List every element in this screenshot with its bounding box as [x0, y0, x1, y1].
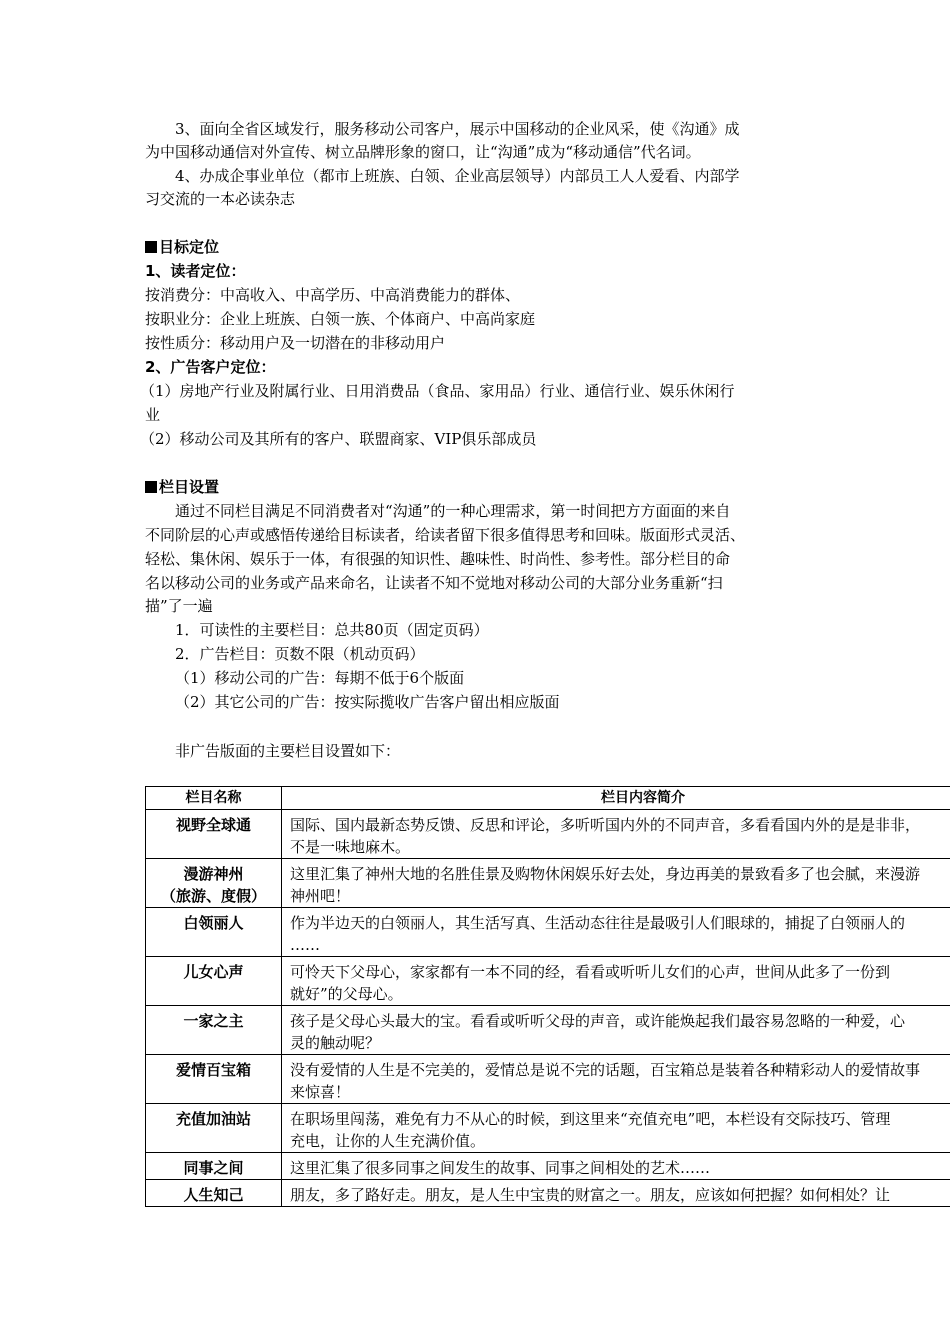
column-desc-cell: 孩子是父母心头最大的宝。看看或听听父母的声音，或许能焕起我们最容易忽略的一种爱，心 灵的触动呢？ — [282, 1006, 950, 1055]
table-row — [146, 908, 950, 957]
ad-line: 业 — [145, 406, 161, 424]
reader-line: 按性质分：移动用户及一切潜在的非移动用户 — [145, 334, 446, 352]
paragraph-line: 描”了一遍 — [145, 597, 213, 615]
list-line: 2．广告栏目：页数不限（机动页码） — [175, 645, 425, 663]
section-heading-target: 目标定位 — [145, 236, 219, 258]
ad-line: （2）移动公司及其所有的客户、联盟商家、VIP俱乐部成员 — [140, 430, 537, 448]
table-row — [146, 1006, 950, 1055]
paragraph-line: 为中国移动通信对外宣传、树立品牌形象的窗口，让“沟通”成为“移动通信”代名词。 — [145, 143, 701, 161]
list-line: （1）移动公司的广告：每期不低于6个版面 — [175, 669, 465, 687]
column-desc-cell: 没有爱情的人生是不完美的，爱情总是说不完的话题，百宝箱总是装着各种精彩动人的爱情故事 来惊喜！ — [282, 1055, 950, 1104]
list-line: 1．可读性的主要栏目：总共80页（固定页码） — [175, 621, 489, 639]
reader-line: 按消费分：中高收入、中高学历、中高消费能力的群体、 — [145, 286, 521, 304]
section-heading-columns: 栏目设置 — [145, 476, 219, 498]
column-desc-cell: 在职场里闯荡，难免有力不从心的时候，到这里来“充值充电”吧，本栏设有交际技巧、管理 充电，让你的人生充满价值。 — [282, 1104, 950, 1153]
column-desc-cell: 可怜天下父母心，家家都有一本不同的经，看看或听听儿女们的心声，世间从此多了一份到 就好”的父母心。 — [282, 957, 950, 1006]
table-row — [146, 1153, 950, 1180]
columns-table — [145, 786, 950, 1207]
paragraph-line: 习交流的一本必读杂志 — [145, 190, 296, 208]
list-line: （2）其它公司的广告：按实际揽收广告客户留出相应版面 — [175, 693, 560, 711]
square-bullet-icon — [145, 481, 157, 493]
table-row — [146, 810, 950, 859]
paragraph-line: 通过不同栏目满足不同消费者对“沟通”的一种心理需求，第一时间把方方面面的来自 — [175, 502, 731, 520]
paragraph-line: 轻松、集休闲、娱乐于一体，有很强的知识性、趣味性、时尚性、参考性。部分栏目的命 — [145, 550, 731, 568]
table-row — [146, 1180, 950, 1207]
paragraph-line: 名以移动公司的业务或产品来命名，让读者不知不觉地对移动公司的大部分业务重新“扫 — [145, 574, 723, 592]
column-name-cell: 视野全球通 — [146, 810, 282, 859]
column-name-cell: 漫游神州 （旅游、度假） — [146, 859, 282, 908]
header-column-name: 栏目名称 — [146, 787, 282, 810]
column-name-cell: 人生知己 — [146, 1180, 282, 1207]
column-desc-cell: 这里汇集了神州大地的名胜佳景及购物休闲娱乐好去处，身边再美的景致看多了也会腻，来漫游 神州吧！ — [282, 859, 950, 908]
column-name-cell: 儿女心声 — [146, 957, 282, 1006]
column-name-cell: 充值加油站 — [146, 1104, 282, 1153]
reader-line: 按职业分：企业上班族、白领一族、个体商户、中高尚家庭 — [145, 310, 536, 328]
column-desc-cell: 作为半边天的白领丽人，其生活写真、生活动态往往是最吸引人们眼球的，捕捉了白领丽人的 …… — [282, 908, 950, 957]
paragraph-line: 不同阶层的心声或感悟传递给目标读者，给读者留下很多值得思考和回味。版面形式灵活、 — [145, 526, 746, 544]
header-column-desc: 栏目内容简介 — [282, 787, 950, 810]
paragraph-line: 4、办成企事业单位（都市上班族、白领、企业高层领导）内部员工人人爱看、内部学 — [175, 167, 740, 185]
table-row — [146, 957, 950, 1006]
column-name-cell: 一家之主 — [146, 1006, 282, 1055]
table-row — [146, 1055, 950, 1104]
column-name-cell: 爱情百宝箱 — [146, 1055, 282, 1104]
subheading-ad: 2、广告客户定位： — [145, 358, 276, 376]
ad-line: （1）房地产行业及附属行业、日用消费品（食品、家用品）行业、通信行业、娱乐休闲行 — [140, 382, 735, 400]
subheading-reader: 1、读者定位： — [145, 262, 246, 280]
square-bullet-icon — [145, 241, 157, 253]
column-desc-cell: 朋友，多了路好走。朋友，是人生中宝贵的财富之一。朋友，应该如何把握？如何相处？让 — [282, 1180, 950, 1207]
column-name-cell: 白领丽人 — [146, 908, 282, 957]
table-intro: 非广告版面的主要栏目设置如下： — [175, 742, 401, 760]
column-name-cell: 同事之间 — [146, 1153, 282, 1180]
paragraph-line: 3、面向全省区域发行，服务移动公司客户，展示中国移动的企业风采，使《沟通》成 — [175, 120, 740, 138]
table-row — [146, 1104, 950, 1153]
column-desc-cell: 这里汇集了很多同事之间发生的故事、同事之间相处的艺术…… — [282, 1153, 950, 1180]
table-row — [146, 859, 950, 908]
table-header-row — [146, 787, 950, 810]
column-desc-cell: 国际、国内最新态势反馈、反思和评论，多听听国内外的不同声音，多看看国内外的是是非非， 不是一味地麻木。 — [282, 810, 950, 859]
